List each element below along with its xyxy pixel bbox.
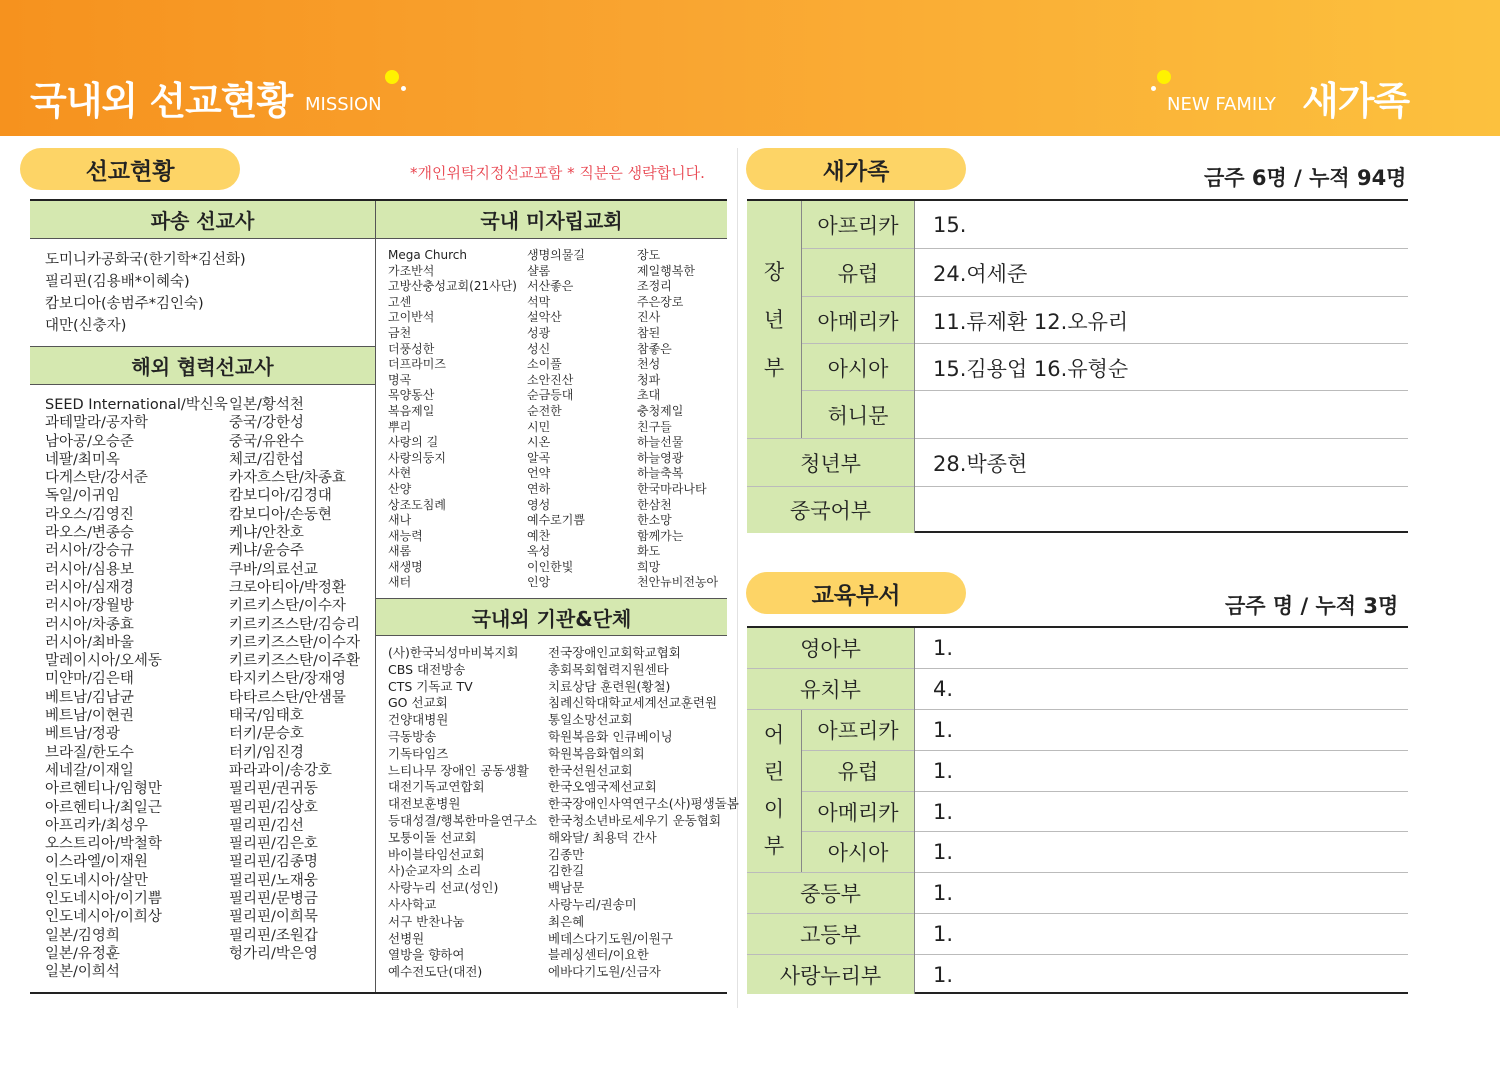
row-divider <box>747 954 1408 955</box>
page-header <box>0 0 1500 136</box>
list-item: 한국마라나타 <box>637 481 707 496</box>
list-item: 필리핀/김상호 <box>229 799 318 816</box>
decorative-dot-icon <box>385 70 399 84</box>
decorative-dot-icon <box>401 86 406 91</box>
row-value: 1. <box>933 800 954 824</box>
list-item: 키르키스탄/이수자 <box>229 598 346 615</box>
list-item: 명곡 <box>388 372 412 387</box>
list-item: 필리핀/문병금 <box>229 891 318 908</box>
list-item: 러시아/심재경 <box>45 579 134 596</box>
row-name: 아프리카 <box>802 201 914 248</box>
list-item: 고센 <box>388 294 412 309</box>
domestic-col2 <box>527 248 585 591</box>
list-item: 장도 <box>637 248 661 262</box>
list-item: 키르키즈스탄/이수자 <box>229 634 360 651</box>
list-item: 진사 <box>637 310 661 325</box>
list-item: 파라과이/송강호 <box>229 762 332 779</box>
list-item: 필리핀/김선 <box>229 817 304 834</box>
list-item: 키르키즈스탄/이주환 <box>229 653 360 670</box>
list-item: 알곡 <box>527 450 551 465</box>
list-item: 더풍성한 <box>388 341 435 356</box>
sent-list <box>45 249 246 337</box>
list-item: 영성 <box>527 497 551 512</box>
row-divider <box>802 831 1408 832</box>
list-item: 사)순교자의 소리 <box>388 863 482 879</box>
list-item: 사랑누리/권송미 <box>548 896 637 912</box>
row-value: 15. <box>933 212 967 237</box>
education-table <box>747 626 1408 994</box>
list-item: 말레이시아/오세동 <box>45 653 162 670</box>
list-item: 인도네시아/이희상 <box>45 909 162 926</box>
row-name: 유치부 <box>747 669 914 709</box>
list-item: 일본/유정훈 <box>45 945 120 962</box>
list-item: 러시아/강승규 <box>45 543 134 560</box>
list-item: 아르헨티나/최일근 <box>45 799 162 816</box>
list-item: 중국/강한성 <box>229 415 304 432</box>
list-item: CBS 대전방송 <box>388 661 466 677</box>
list-item: 새생명 <box>388 559 423 574</box>
list-item: 케냐/안찬호 <box>229 525 304 542</box>
list-item: 미얀마/김은태 <box>45 671 134 688</box>
list-item: 중국/유완수 <box>229 433 304 450</box>
list-item: 한국오엠국제선교회 <box>548 779 657 795</box>
new-family-table <box>747 199 1408 533</box>
list-item: Mega Church <box>388 248 467 262</box>
list-item: 통일소망선교회 <box>548 712 633 728</box>
group-label-youth <box>747 201 801 438</box>
list-item: 김종만 <box>548 846 585 862</box>
list-item: 과테말라/공자학 <box>45 415 148 432</box>
group-label-char: 년 <box>763 307 785 332</box>
list-item: 라오스/김영진 <box>45 506 134 523</box>
list-item: 세네갈/이재일 <box>45 762 134 779</box>
list-item: 학원복음화 인큐베이닝 <box>548 728 673 744</box>
list-item: 사사학교 <box>388 896 437 912</box>
row-name: 아시아 <box>802 832 914 872</box>
list-item: 참좋은 <box>637 341 672 356</box>
list-item: 오스트리아/박철학 <box>45 836 162 853</box>
list-item: 소안진산 <box>527 372 574 387</box>
row-value: 15.김용업 16.유형순 <box>933 356 1129 381</box>
list-item: 학원복음화협의회 <box>548 745 645 761</box>
group-label-char: 부 <box>763 355 785 380</box>
page-subtitle: MISSION <box>305 94 382 115</box>
row-name: 중등부 <box>747 873 914 913</box>
list-item: 대만(신충자) <box>45 318 127 334</box>
row-divider <box>747 872 1408 873</box>
list-item: 시민 <box>527 419 551 434</box>
list-item: 새나 <box>388 513 412 528</box>
list-item: 사랑의둥지 <box>388 450 446 465</box>
row-value: 1. <box>933 922 954 946</box>
domestic-col3 <box>637 248 718 591</box>
list-item: 일본/황석천 <box>229 397 304 413</box>
row-divider <box>802 296 1408 297</box>
right-title: 새가족 <box>1302 79 1410 123</box>
list-item: 성신 <box>527 341 551 356</box>
list-item: 제일행복한 <box>637 263 695 278</box>
list-item: 목양동산 <box>388 388 435 403</box>
list-item: 하늘영광 <box>637 450 684 465</box>
list-item: 순금등대 <box>527 388 574 403</box>
list-item: GO 선교회 <box>388 695 448 711</box>
list-item: 예수로기쁨 <box>527 513 585 528</box>
list-item: 청파 <box>637 372 661 387</box>
mission-pill: 선교현황 <box>20 148 240 190</box>
list-item: 남아공/오승준 <box>45 433 134 450</box>
list-item: 필리핀/이희묵 <box>229 909 318 926</box>
mission-table <box>30 199 739 994</box>
sent-header: 파송 선교사 <box>30 201 375 239</box>
list-item: 카자흐스탄/차종효 <box>229 470 346 487</box>
group-label-char: 린 <box>763 760 785 784</box>
list-item: 태국/임태호 <box>229 708 304 725</box>
list-item: 캄보디아(송범주*김인숙) <box>45 296 204 312</box>
list-item: 김한길 <box>548 863 585 879</box>
new-family-pill: 새가족 <box>746 148 966 190</box>
list-item: 하늘축복 <box>637 466 684 481</box>
page-title: 국내외 선교현황 <box>30 79 293 123</box>
list-item: 해와달/ 최용덕 간사 <box>548 829 657 845</box>
list-item: 키르키즈스탄/김승리 <box>229 616 360 633</box>
list-item: 브라질/한도수 <box>45 744 134 761</box>
list-item: 한소망 <box>637 513 672 528</box>
list-item: 총회목회협력지원센타 <box>548 661 669 677</box>
list-item: 사현 <box>388 466 412 481</box>
list-item: 필리핀(김용배*이혜숙) <box>45 274 190 290</box>
list-item: 뿌리 <box>388 419 412 434</box>
list-item: 도미니카공화국(한기학*김선화) <box>45 252 246 268</box>
list-item: 친구들 <box>637 419 672 434</box>
row-divider <box>747 438 1408 439</box>
list-item: 라오스/변종승 <box>45 525 134 542</box>
group-label-char: 장 <box>763 259 785 284</box>
row-divider <box>802 343 1408 344</box>
list-item: 체코/김한섭 <box>229 451 304 468</box>
row-value: 1. <box>933 718 954 742</box>
list-item: 베데스다기도원/이원구 <box>548 930 673 946</box>
group-label-children <box>747 710 801 872</box>
row-name: 영아부 <box>747 628 914 668</box>
list-item: 함께가는 <box>637 528 684 543</box>
row-name: 유럽 <box>802 751 914 791</box>
list-item: 전국장애인교회학교협회 <box>548 645 681 660</box>
row-value: 1. <box>933 881 954 905</box>
list-item: CTS 기독교 TV <box>388 678 473 694</box>
decorative-dot-icon <box>1157 70 1171 84</box>
list-item: 베트남/이현권 <box>45 708 134 725</box>
list-item: 터키/임진경 <box>229 744 304 761</box>
list-item: 예찬 <box>527 528 551 543</box>
list-item: 샬롬 <box>527 263 551 278</box>
list-item: 인앙 <box>527 575 551 590</box>
row-value: 1. <box>933 840 954 864</box>
table-divider <box>375 201 376 992</box>
list-item: 서산좋은 <box>527 279 574 294</box>
group-label-char: 어 <box>763 723 785 747</box>
list-item: 복음제일 <box>388 403 435 418</box>
list-item: 한국선원선교회 <box>548 762 633 778</box>
row-name: 고등부 <box>747 914 914 954</box>
list-item: 연하 <box>527 481 551 496</box>
org-col1 <box>388 645 537 981</box>
list-item: 베트남/김남균 <box>45 689 134 706</box>
col-divider <box>801 201 802 438</box>
list-item: 러시아/심용보 <box>45 561 134 578</box>
list-item: 성광 <box>527 325 551 340</box>
overseas-col2 <box>229 396 360 963</box>
row-divider <box>747 709 1408 710</box>
list-item: 치료상담 훈련원(황철) <box>548 678 671 694</box>
decorative-dot-icon <box>1151 86 1156 91</box>
list-item: 아프리카/최성우 <box>45 817 148 834</box>
list-item: 초대 <box>637 388 661 403</box>
list-item: 케냐/윤승주 <box>229 543 304 560</box>
row-divider <box>802 248 1408 249</box>
list-item: 천성 <box>637 357 661 372</box>
list-item: 한국청소년바로세우기 운동협회 <box>548 812 722 828</box>
right-subtitle: NEW FAMILY <box>1167 94 1276 115</box>
row-name: 허니문 <box>802 391 914 438</box>
list-item: 한삼천 <box>637 497 672 512</box>
new-family-count: 금주 6명 / 누적 94명 <box>1204 166 1407 190</box>
row-name: 아시아 <box>802 344 914 391</box>
education-pill: 교육부서 <box>746 572 966 614</box>
list-item: 필리핀/김은호 <box>229 836 318 853</box>
row-value <box>915 487 1408 533</box>
list-item: 타지키스탄/장재영 <box>229 671 346 688</box>
list-item: 순전한 <box>527 403 562 418</box>
row-divider <box>802 390 1408 391</box>
row-value: 1. <box>933 962 954 987</box>
list-item: 극동방송 <box>388 728 437 744</box>
row-value: 1. <box>933 636 954 660</box>
list-item: 가조반석 <box>388 263 435 278</box>
list-item: 베트남/정광 <box>45 726 120 743</box>
group-label-char: 이 <box>763 797 785 821</box>
list-item: 에바다기도원/신금자 <box>548 964 661 980</box>
row-value: 4. <box>933 677 954 701</box>
list-item: 옥성 <box>527 544 551 559</box>
list-item: 서구 반찬나눔 <box>388 913 465 929</box>
list-item: 백남문 <box>548 880 585 896</box>
list-item: 일본/김영희 <box>45 927 120 944</box>
list-item: 희망 <box>637 559 661 574</box>
list-item: 더프라미즈 <box>388 357 446 372</box>
list-item: 최은혜 <box>548 913 585 929</box>
row-value: 24.여세준 <box>933 261 1028 286</box>
list-item: 생명의물길 <box>527 248 585 262</box>
list-item: 새롬 <box>388 544 412 559</box>
list-item: 필리핀/권귀동 <box>229 781 318 798</box>
mission-note: *개인위탁지정선교포함 * 직분은 생략합니다. <box>410 164 705 182</box>
list-item: 네팔/최미옥 <box>45 451 120 468</box>
list-item: 사랑누리 선교(성인) <box>388 880 499 896</box>
row-divider <box>802 750 1408 751</box>
row-name: 사랑누리부 <box>747 955 914 994</box>
list-item: 주은장로 <box>637 294 684 309</box>
row-name: 청년부 <box>747 439 914 486</box>
list-item: 새능력 <box>388 528 423 543</box>
row-divider <box>747 486 1408 487</box>
list-item: 인도네시아/이기쁨 <box>45 891 162 908</box>
list-item: 필리핀/조원갑 <box>229 927 318 944</box>
list-item: 대전보훈병원 <box>388 796 461 812</box>
education-count: 금주 명 / 누적 3명 <box>1225 594 1399 618</box>
list-item: SEED International/박신욱 <box>45 397 228 413</box>
col-divider <box>914 628 915 994</box>
list-item: 선병원 <box>388 930 425 946</box>
col-divider <box>914 201 915 533</box>
row-name: 아메리카 <box>802 792 914 832</box>
row-name: 아프리카 <box>802 710 914 750</box>
list-item: 화도 <box>637 544 661 559</box>
col-divider <box>801 710 802 872</box>
list-item: (사)한국뇌성마비복지회 <box>388 645 519 660</box>
list-item: 헝가리/박은영 <box>229 945 318 962</box>
list-item: 바이블타임선교회 <box>388 846 485 862</box>
list-item: 기독타임즈 <box>388 745 449 761</box>
row-divider <box>747 913 1408 914</box>
list-item: 석막 <box>527 294 551 309</box>
group-label-char: 부 <box>763 834 785 858</box>
list-item: 블레싱센터/이요한 <box>548 947 649 963</box>
list-item: 대전기독교연합회 <box>388 779 485 795</box>
list-item: 모퉁이돌 선교회 <box>388 829 477 845</box>
row-name: 아메리카 <box>802 297 914 344</box>
row-divider <box>802 791 1408 792</box>
list-item: 러시아/차종효 <box>45 616 134 633</box>
list-item: 예수전도단(대전) <box>388 964 483 980</box>
overseas-header: 해외 협력선교사 <box>30 346 375 385</box>
list-item: 필리핀/노재웅 <box>229 872 318 889</box>
list-item: 타타르스탄/안샘물 <box>229 689 346 706</box>
domestic-header: 국내 미자립교회 <box>376 201 727 239</box>
list-item: 언약 <box>527 466 551 481</box>
list-item: 느티나무 장애인 공동생활 <box>388 762 529 778</box>
list-item: 시온 <box>527 435 551 450</box>
list-item: 독일/이귀임 <box>45 488 120 505</box>
list-item: 이인한빛 <box>527 559 574 574</box>
row-name: 유럽 <box>802 249 914 296</box>
row-value: 1. <box>933 759 954 783</box>
list-item: 금천 <box>388 325 412 340</box>
list-item: 필리핀/김종명 <box>229 854 318 871</box>
domestic-col1 <box>388 248 517 591</box>
list-item: 크로아티아/박정환 <box>229 579 346 596</box>
list-item: 터키/문승호 <box>229 726 304 743</box>
list-item: 아르헨티나/임형만 <box>45 781 162 798</box>
list-item: 인도네시아/살만 <box>45 872 148 889</box>
list-item: 고이반석 <box>388 310 435 325</box>
list-item: 설악산 <box>527 310 562 325</box>
list-item: 산양 <box>388 481 412 496</box>
list-item: 사랑의 길 <box>388 435 439 450</box>
list-item: 이스라엘/이재원 <box>45 854 148 871</box>
list-item: 건양대병원 <box>388 712 449 728</box>
list-item: 러시아/최바울 <box>45 634 134 651</box>
list-item: 등대성결/행복한마을연구소 <box>388 812 538 828</box>
list-item: 쿠바/의료선교 <box>229 561 318 578</box>
row-divider <box>747 668 1408 669</box>
list-item: 캄보디아/손동현 <box>229 506 332 523</box>
list-item: 소이풀 <box>527 357 562 372</box>
row-value <box>915 391 1408 438</box>
row-name: 중국어부 <box>747 487 914 533</box>
list-item: 하늘선물 <box>637 435 684 450</box>
list-item: 고방산충성교회(21사단) <box>388 279 517 294</box>
list-item: 참된 <box>637 325 661 340</box>
list-item: 조정리 <box>637 279 672 294</box>
row-value: 11.류제환 12.오유리 <box>933 309 1129 334</box>
list-item: 새터 <box>388 575 412 590</box>
list-item: 천안뉴비전농아 <box>637 575 719 590</box>
overseas-col1 <box>45 396 228 982</box>
list-item: 충청제일 <box>637 403 684 418</box>
row-value: 28.박종현 <box>933 451 1028 476</box>
org-col2 <box>548 645 739 981</box>
list-item: 일본/이희석 <box>45 964 120 981</box>
list-item: 열방을 향하여 <box>388 947 465 963</box>
list-item: 상조도침례 <box>388 497 446 512</box>
list-item: 침례신학대학교세계선교훈련원 <box>548 695 718 711</box>
list-item: 러시아/장월방 <box>45 598 134 615</box>
org-header: 국내외 기관&단체 <box>376 598 727 636</box>
list-item: 한국장애인사역연구소(사)평생돌봄 <box>548 796 739 812</box>
list-item: 다게스탄/강서준 <box>45 470 148 487</box>
list-item: 캄보디아/김경대 <box>229 488 332 505</box>
